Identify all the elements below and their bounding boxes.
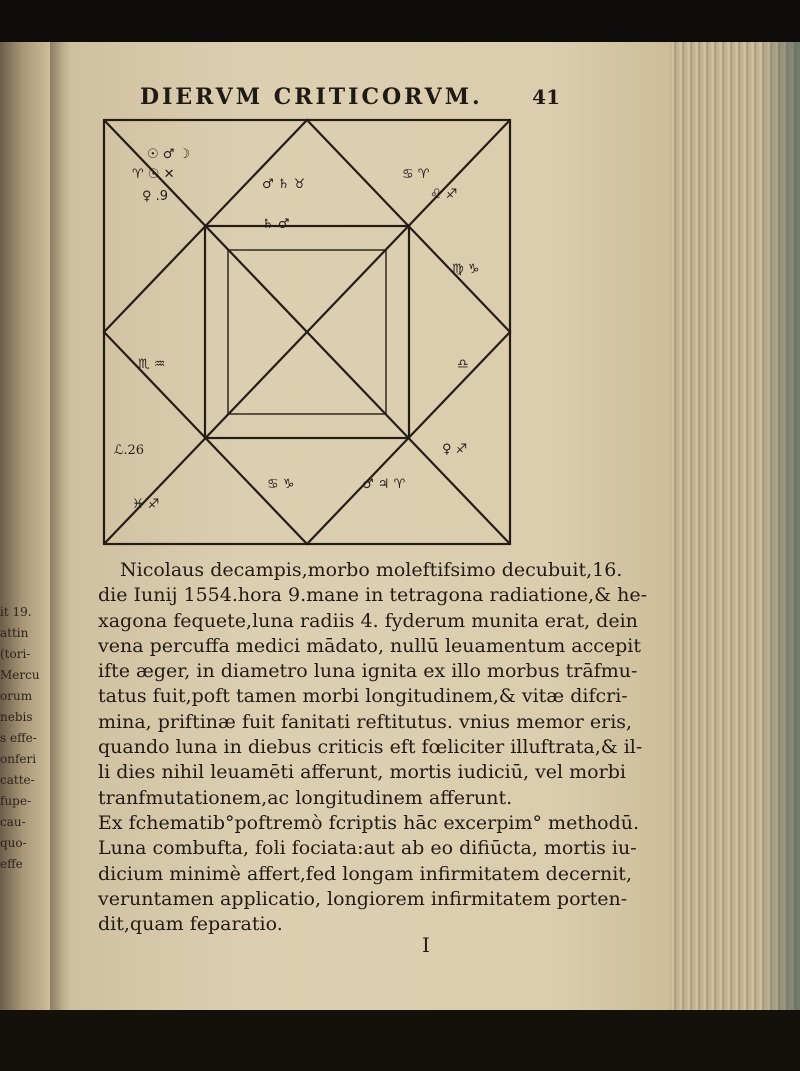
svg-text:♍ ♑: ♍ ♑ <box>452 262 480 277</box>
body-line: ifte æger, in diametro luna ignita ex illo morbus trāfmu- <box>98 660 638 683</box>
bottom-background <box>0 1010 800 1071</box>
house-10-label: ♄ ♂ <box>262 217 290 232</box>
svg-text:♂ ♄ ♉: ♂ ♄ ♉ <box>262 177 306 192</box>
svg-text:☉ ♂ ☽: ☉ ♂ ☽ <box>147 147 191 162</box>
signature-mark: I <box>422 933 430 957</box>
svg-text:♌ ♐: ♌ ♐ <box>430 187 458 202</box>
body-line: tatus fuit,poft tamen morbi longitudinem,& vitæ difcri- <box>98 685 628 708</box>
svg-text:♀ ♐: ♀ ♐ <box>442 442 468 457</box>
book-gutter <box>50 42 72 1010</box>
svg-text:♎: ♎ <box>457 357 469 372</box>
svg-text:♓ ♐: ♓ ♐ <box>132 497 160 512</box>
body-line: quando luna in diebus criticis eft fœliciter illuftrata,& il- <box>98 736 643 759</box>
body-line: Ex fchematib°poftremò fcriptis hāc excerpim° methodū. <box>98 811 640 834</box>
svg-text:♋ ♈: ♋ ♈ <box>402 167 430 182</box>
body-line: mina, priftinæ fuit fanitati reftitutus. vnius memor eris, <box>98 710 633 733</box>
horoscope-chart <box>102 118 512 546</box>
svg-text:♀ .9: ♀ .9 <box>142 189 169 204</box>
body-line: veruntamen applicatio, longiorem infirmitatem porten- <box>98 887 628 910</box>
svg-text:♏ ♒: ♏ ♒ <box>138 357 166 372</box>
body-text <box>98 558 648 937</box>
running-header <box>140 84 560 110</box>
page-stack-edge <box>670 42 800 1010</box>
page-number: 41 <box>532 85 560 109</box>
body-line: die Iunij 1554.hora 9.mane in tetragona radiatione,& he- <box>98 584 648 607</box>
body-line: Luna combufta, foli fociata:aut ab eo difiūcta, mortis iu- <box>98 837 637 860</box>
left-facing-page-edge <box>0 42 50 1010</box>
svg-text:♋ ♑: ♋ ♑ <box>267 477 295 492</box>
top-background <box>0 0 800 42</box>
running-title: DIERVM CRITICORVM. <box>140 84 483 110</box>
body-line: vena percuffa medici mādato, nullū leuamentum accepit <box>98 634 642 657</box>
body-line: xagona fequete,luna radiis 4. fyderum munita erat, dein <box>98 609 638 632</box>
body-line: dit,quam feparatio. <box>98 913 283 936</box>
svg-text:♈ ☉ ✕: ♈ ☉ ✕ <box>132 167 175 182</box>
svg-text:♂ ♃ ♈: ♂ ♃ ♈ <box>362 477 406 492</box>
left-page-margin-text: it 19. attin (tori- Mercu orum nebis s effe- onferi catte- fupe- cau- quo- effe <box>0 605 40 871</box>
body-line: li dies nihil leuamēti afferunt, mortis iudiciū, vel morbi <box>98 761 626 784</box>
body-line: Nicolaus decampis,morbo moleftifsimo decubuit,16. <box>120 559 623 581</box>
body-line: dicium minimè affert,fed longam infirmitatem decernit, <box>98 862 632 885</box>
house-1-label: ℒ.26 <box>114 443 145 458</box>
body-line: tranfmutationem,ac longitudinem afferunt. <box>98 786 513 809</box>
